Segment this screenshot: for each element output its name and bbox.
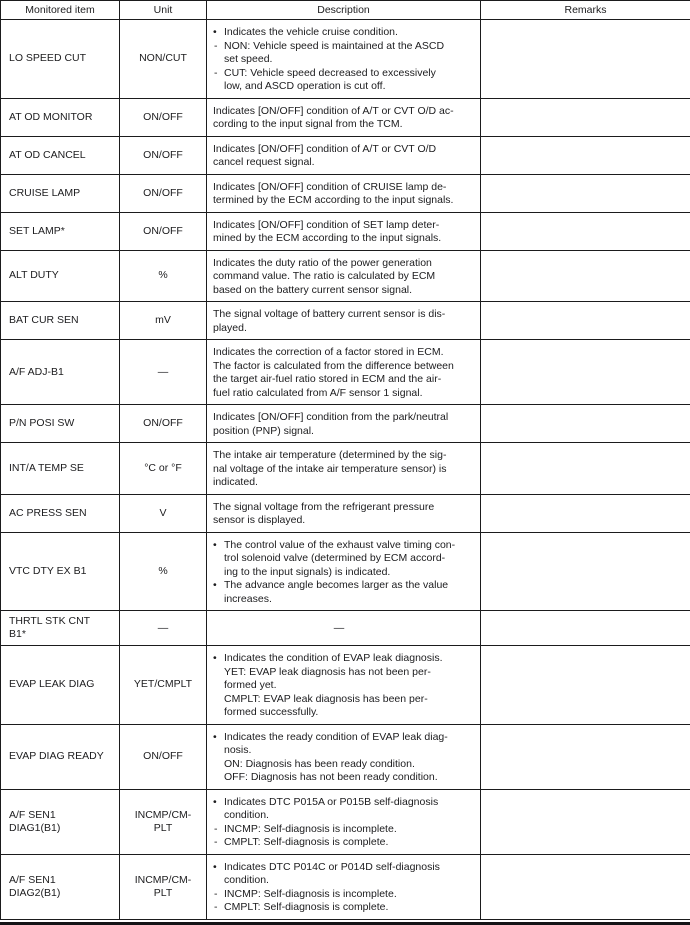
dash-marker: -: [213, 67, 224, 81]
monitored-item-line: INT/A TEMP SE: [9, 462, 117, 475]
remarks-cell: [481, 20, 690, 99]
unit-cell: [120, 302, 207, 340]
description-line: condition.: [213, 874, 477, 888]
description-cell: [207, 212, 481, 250]
description-line: nal voltage of the intake air temperature sensor) is: [213, 463, 477, 477]
unit-cell: [120, 250, 207, 302]
description-cell: [207, 20, 481, 99]
table-row: [1, 136, 690, 174]
remarks-cell: [481, 532, 690, 611]
bullet-marker: •: [213, 26, 224, 40]
description-cell: [207, 302, 481, 340]
monitored-item-cell: [1, 340, 120, 405]
description-line: mined by the ECM according to the input signals.: [213, 232, 477, 246]
description-cell: [207, 789, 481, 854]
remarks-cell: [481, 724, 690, 789]
unit-line: INCMP/CM-: [122, 809, 204, 822]
monitored-item-line: LO SPEED CUT: [9, 52, 117, 65]
table-row: [1, 443, 690, 495]
description-cell: [207, 340, 481, 405]
description-text: The advance angle becomes larger as the value: [224, 579, 477, 593]
monitored-item-line: AC PRESS SEN: [9, 507, 117, 520]
description-line: [213, 26, 477, 40]
description-cell: [207, 646, 481, 725]
monitored-item-line: EVAP LEAK DIAG: [9, 678, 117, 691]
description-text: Indicates DTC P015A or P015B self-diagnosis: [224, 796, 477, 810]
description-cell: [207, 98, 481, 136]
description-line: Indicates [ON/OFF] condition of A/T or CVT O/D ac-: [213, 105, 477, 119]
description-line: The factor is calculated from the difference between: [213, 360, 477, 374]
monitored-item-cell: [1, 20, 120, 99]
unit-cell: [120, 98, 207, 136]
description-line: Indicates the correction of a factor stored in ECM.: [213, 346, 477, 360]
description-line: [213, 901, 477, 915]
table-row: [1, 494, 690, 532]
monitored-item-cell: [1, 494, 120, 532]
unit-cell: [120, 789, 207, 854]
monitored-item-cell: [1, 174, 120, 212]
description-text: CUT: Vehicle speed decreased to excessively: [224, 67, 477, 81]
remarks-cell: [481, 405, 690, 443]
description-line: formed successfully.: [213, 706, 477, 720]
monitored-item-line: BAT CUR SEN: [9, 314, 117, 327]
unit-line: ON/OFF: [122, 750, 204, 763]
description-line: termined by the ECM according to the input signals.: [213, 194, 477, 208]
unit-line: INCMP/CM-: [122, 874, 204, 887]
description-line: Indicates [ON/OFF] condition of SET lamp deter-: [213, 219, 477, 233]
description-line: —: [213, 617, 477, 636]
description-line: command value. The ratio is calculated by ECM: [213, 270, 477, 284]
monitored-item-line: CRUISE LAMP: [9, 187, 117, 200]
description-text: Indicates the condition of EVAP leak diagnosis.: [224, 652, 477, 666]
unit-line: ON/OFF: [122, 417, 204, 430]
monitored-item-line: DIAG2(B1): [9, 887, 117, 900]
dash-marker: -: [213, 888, 224, 902]
monitored-item-line: SET LAMP*: [9, 225, 117, 238]
monitored-item-cell: [1, 532, 120, 611]
description-line: based on the battery current sensor signal.: [213, 284, 477, 298]
description-cell: [207, 494, 481, 532]
monitored-item-line: AT OD CANCEL: [9, 149, 117, 162]
col-header-monitored-item: Monitored item: [1, 1, 120, 20]
unit-cell: [120, 494, 207, 532]
description-line: sensor is displayed.: [213, 514, 477, 528]
dash-marker: -: [213, 823, 224, 837]
monitored-item-cell: [1, 646, 120, 725]
remarks-cell: [481, 443, 690, 495]
bullet-marker: •: [213, 539, 224, 553]
description-line: low, and ASCD operation is cut off.: [213, 80, 477, 94]
table-row: [1, 646, 690, 725]
description-line: The intake air temperature (determined by the sig-: [213, 449, 477, 463]
description-cell: [207, 854, 481, 919]
unit-line: —: [122, 622, 204, 635]
monitored-item-line: A/F SEN1: [9, 809, 117, 822]
table-bottom-rule: [0, 922, 690, 925]
monitored-item-line: ALT DUTY: [9, 269, 117, 282]
dash-marker: -: [213, 901, 224, 915]
table-row: [1, 340, 690, 405]
unit-cell: [120, 405, 207, 443]
unit-cell: [120, 724, 207, 789]
unit-cell: [120, 340, 207, 405]
description-line: indicated.: [213, 476, 477, 490]
remarks-cell: [481, 136, 690, 174]
monitored-item-cell: [1, 789, 120, 854]
description-text: Indicates DTC P014C or P014D self-diagnosis: [224, 861, 477, 875]
unit-cell: [120, 646, 207, 725]
description-text: Indicates the ready condition of EVAP leak diag-: [224, 731, 477, 745]
remarks-cell: [481, 646, 690, 725]
table-row: [1, 98, 690, 136]
monitored-item-cell: [1, 854, 120, 919]
description-line: [213, 796, 477, 810]
description-line: [213, 579, 477, 593]
description-line: [213, 861, 477, 875]
unit-line: %: [122, 269, 204, 282]
table-row: [1, 789, 690, 854]
table-row: [1, 724, 690, 789]
description-line: [213, 731, 477, 745]
table-header-row: [1, 1, 690, 20]
description-text: CMPLT: Self-diagnosis is complete.: [224, 836, 477, 850]
table-row: [1, 20, 690, 99]
description-line: [213, 539, 477, 553]
monitored-item-cell: [1, 724, 120, 789]
description-cell: [207, 443, 481, 495]
unit-line: PLT: [122, 887, 204, 900]
monitored-item-cell: [1, 443, 120, 495]
unit-cell: [120, 136, 207, 174]
description-line: [213, 40, 477, 54]
monitored-item-line: DIAG1(B1): [9, 822, 117, 835]
monitored-item-line: A/F ADJ-B1: [9, 366, 117, 379]
monitored-item-line: AT OD MONITOR: [9, 111, 117, 124]
remarks-cell: [481, 789, 690, 854]
unit-line: °C or °F: [122, 462, 204, 475]
monitored-item-cell: [1, 136, 120, 174]
monitored-item-cell: [1, 405, 120, 443]
description-text: CMPLT: Self-diagnosis is complete.: [224, 901, 477, 915]
remarks-cell: [481, 854, 690, 919]
unit-cell: [120, 174, 207, 212]
description-cell: [207, 611, 481, 646]
monitored-item-cell: [1, 302, 120, 340]
unit-line: PLT: [122, 822, 204, 835]
unit-cell: [120, 212, 207, 250]
description-cell: [207, 405, 481, 443]
description-line: fuel ratio calculated from A/F sensor 1 signal.: [213, 387, 477, 401]
monitored-item-line: VTC DTY EX B1: [9, 565, 117, 578]
monitored-item-cell: [1, 212, 120, 250]
description-line: cording to the input signal from the TCM.: [213, 118, 477, 132]
unit-line: ON/OFF: [122, 149, 204, 162]
description-line: condition.: [213, 809, 477, 823]
description-line: Indicates the duty ratio of the power generation: [213, 257, 477, 271]
unit-line: ON/OFF: [122, 187, 204, 200]
col-header-remarks: Remarks: [481, 1, 690, 20]
remarks-cell: [481, 302, 690, 340]
unit-line: ON/OFF: [122, 111, 204, 124]
description-line: [213, 823, 477, 837]
bullet-marker: •: [213, 652, 224, 666]
monitored-item-line: EVAP DIAG READY: [9, 750, 117, 763]
monitored-item-line: A/F SEN1: [9, 874, 117, 887]
remarks-cell: [481, 250, 690, 302]
description-cell: [207, 532, 481, 611]
remarks-cell: [481, 494, 690, 532]
table-row: [1, 611, 690, 646]
bullet-marker: •: [213, 861, 224, 875]
description-cell: [207, 724, 481, 789]
description-line: ON: Diagnosis has been ready condition.: [213, 758, 477, 772]
description-line: Indicates [ON/OFF] condition of A/T or CVT O/D: [213, 143, 477, 157]
monitored-item-line: THRTL STK CNT: [9, 615, 117, 628]
table-row: [1, 212, 690, 250]
table-row: [1, 405, 690, 443]
remarks-cell: [481, 98, 690, 136]
remarks-cell: [481, 340, 690, 405]
description-cell: [207, 174, 481, 212]
description-line: cancel request signal.: [213, 156, 477, 170]
description-line: OFF: Diagnosis has not been ready condition.: [213, 771, 477, 785]
description-cell: [207, 136, 481, 174]
remarks-cell: [481, 611, 690, 646]
description-line: Indicates [ON/OFF] condition of CRUISE lamp de-: [213, 181, 477, 195]
monitored-item-cell: [1, 611, 120, 646]
table-row: [1, 302, 690, 340]
description-text: The control value of the exhaust valve timing con-: [224, 539, 477, 553]
description-line: CMPLT: EVAP leak diagnosis has been per-: [213, 693, 477, 707]
col-header-description: Description: [207, 1, 481, 20]
monitored-item-cell: [1, 98, 120, 136]
unit-cell: [120, 20, 207, 99]
unit-line: NON/CUT: [122, 52, 204, 65]
unit-cell: [120, 443, 207, 495]
monitored-item-line: B1*: [9, 628, 117, 641]
unit-line: ON/OFF: [122, 225, 204, 238]
description-line: set speed.: [213, 53, 477, 67]
description-text: INCMP: Self-diagnosis is incomplete.: [224, 823, 477, 837]
description-line: nosis.: [213, 744, 477, 758]
monitored-item-line: P/N POSI SW: [9, 417, 117, 430]
unit-line: %: [122, 565, 204, 578]
col-header-unit: Unit: [120, 1, 207, 20]
table-row: [1, 854, 690, 919]
description-text: Indicates the vehicle cruise condition.: [224, 26, 477, 40]
monitored-item-cell: [1, 250, 120, 302]
table-row: [1, 532, 690, 611]
unit-line: mV: [122, 314, 204, 327]
description-text: INCMP: Self-diagnosis is incomplete.: [224, 888, 477, 902]
description-line: played.: [213, 322, 477, 336]
description-line: the target air-fuel ratio stored in ECM and the air-: [213, 373, 477, 387]
description-text: NON: Vehicle speed is maintained at the ASCD: [224, 40, 477, 54]
description-line: Indicates [ON/OFF] condition from the park/neutral: [213, 411, 477, 425]
unit-cell: [120, 611, 207, 646]
table-row: [1, 250, 690, 302]
bullet-marker: •: [213, 796, 224, 810]
table-row: [1, 174, 690, 212]
remarks-cell: [481, 174, 690, 212]
unit-line: YET/CMPLT: [122, 678, 204, 691]
description-line: position (PNP) signal.: [213, 425, 477, 439]
description-line: [213, 836, 477, 850]
description-line: formed yet.: [213, 679, 477, 693]
description-line: [213, 652, 477, 666]
unit-cell: [120, 854, 207, 919]
description-line: [213, 888, 477, 902]
unit-cell: [120, 532, 207, 611]
remarks-cell: [481, 212, 690, 250]
description-line: increases.: [213, 593, 477, 607]
bullet-marker: •: [213, 579, 224, 593]
description-line: The signal voltage of battery current sensor is dis-: [213, 308, 477, 322]
description-line: The signal voltage from the refrigerant pressure: [213, 501, 477, 515]
description-line: [213, 67, 477, 81]
bullet-marker: •: [213, 731, 224, 745]
unit-line: V: [122, 507, 204, 520]
description-line: YET: EVAP leak diagnosis has not been per-: [213, 666, 477, 680]
description-line: trol solenoid valve (determined by ECM accord-: [213, 552, 477, 566]
dash-marker: -: [213, 836, 224, 850]
description-line: ing to the input signals) is indicated.: [213, 566, 477, 580]
description-cell: [207, 250, 481, 302]
unit-line: —: [122, 366, 204, 379]
dash-marker: -: [213, 40, 224, 54]
